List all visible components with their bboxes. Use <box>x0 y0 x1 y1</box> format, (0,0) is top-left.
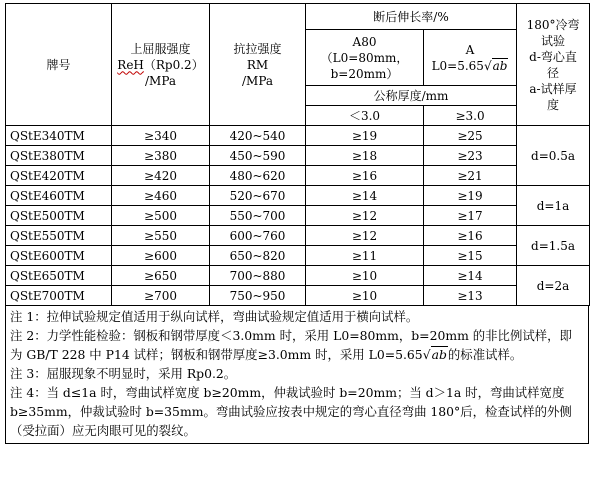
document <box>5 3 589 444</box>
reh-cell: ≥340 <box>112 126 210 146</box>
a80-cell: ≥19 <box>306 126 424 146</box>
header-a80 <box>306 30 424 86</box>
header-thickness: 公称厚度/mm <box>306 86 517 106</box>
a80-cell: ≥14 <box>306 186 424 206</box>
header-elongation: 断后伸长率/% <box>306 4 517 30</box>
bend-line4: 径 <box>547 65 560 80</box>
a-cell: ≥19 <box>424 186 517 206</box>
a80-cell: ≥10 <box>306 286 424 306</box>
note-4: 注 4：当 d≤1a 时，弯曲试样宽度 b≥20mm，仲裁试验时 b=20mm；当 d＞1a 时，弯曲试样宽度 b≥35mm，仲裁试验时 b=35mm。弯曲试验应按表中规定的弯心直径弯曲 180°后，检查试样的外侧（受拉面）应无肉眼可见的裂纹。 <box>10 385 572 438</box>
note-2-text: 注 2：力学性能检验：钢板和钢带厚度＜3.0mm 时，采用 L0=80mm，b=20mm 的非比例试样，即为 GB/T 228 中 P14 试样；钢板和钢带厚度≥3.0mm 时，采用 L0=5.65 <box>10 328 572 362</box>
reh-cell: ≥380 <box>112 146 210 166</box>
grade-cell: QStE650TM <box>6 266 112 286</box>
reh-cell: ≥700 <box>112 286 210 306</box>
a80-cell: ≥12 <box>306 226 424 246</box>
bend-cell: d=1a <box>517 186 590 226</box>
a-cell: ≥21 <box>424 166 517 186</box>
header-bend-test <box>517 4 590 126</box>
a80-cell: ≥18 <box>306 146 424 166</box>
bend-line2: 试验 <box>541 33 566 48</box>
rm-cell: 520~670 <box>210 186 306 206</box>
a80-cell: ≥11 <box>306 246 424 266</box>
rm-cell: 700~880 <box>210 266 306 286</box>
radical-sign-icon: √ <box>422 347 431 362</box>
a-formula-prefix: L0=5.65 <box>431 58 484 73</box>
reh-cell: ≥460 <box>112 186 210 206</box>
note-3: 注 3：屈服现象不明显时，采用 Rp0.2。 <box>10 366 237 381</box>
notes-block <box>5 306 589 444</box>
grade-cell: QStE420TM <box>6 166 112 186</box>
a-cell: ≥15 <box>424 246 517 266</box>
a80-line1: A80 <box>352 34 377 49</box>
yield-reh: ReH <box>117 57 144 72</box>
bend-line1: 180°冷弯 <box>526 17 580 32</box>
header-thickness-ge: ≥3.0 <box>424 106 517 126</box>
a-line1: A <box>465 42 475 57</box>
reh-cell: ≥420 <box>112 166 210 186</box>
a80-line3: b=20mm） <box>330 66 399 81</box>
rm-cell: 420~540 <box>210 126 306 146</box>
grade-cell: QStE380TM <box>6 146 112 166</box>
rm-cell: 750~950 <box>210 286 306 306</box>
grade-cell: QStE340TM <box>6 126 112 146</box>
a-cell: ≥14 <box>424 266 517 286</box>
tensile-line1: 抗拉强度 <box>233 41 282 56</box>
yield-unit: /MPa <box>144 73 177 88</box>
rm-cell: 550~700 <box>210 206 306 226</box>
bend-line6: 度 <box>547 97 560 112</box>
a80-line2: （L0=80mm， <box>320 50 409 65</box>
yield-line2 <box>112 57 209 73</box>
note-2-radicand: ab <box>431 347 447 362</box>
bend-line3: d-弯心直 <box>529 49 577 64</box>
properties-table <box>5 3 590 306</box>
a-cell: ≥23 <box>424 146 517 166</box>
rm-cell: 600~760 <box>210 226 306 246</box>
rm-cell: 480~620 <box>210 166 306 186</box>
a-cell: ≥16 <box>424 226 517 246</box>
bend-cell: d=1.5a <box>517 226 590 266</box>
reh-cell: ≥500 <box>112 206 210 226</box>
header-grade: 牌号 <box>6 4 112 126</box>
a80-cell: ≥12 <box>306 206 424 226</box>
note-1: 注 1：拉伸试验规定值适用于纵向试样，弯曲试验规定值适用于横向试样。 <box>10 309 419 324</box>
grade-cell: QStE600TM <box>6 246 112 266</box>
header-yield-strength <box>112 4 210 126</box>
header-a <box>424 30 517 86</box>
note-2 <box>10 326 584 364</box>
a80-cell: ≥16 <box>306 166 424 186</box>
grade-cell: QStE460TM <box>6 186 112 206</box>
a-cell: ≥25 <box>424 126 517 146</box>
tensile-unit: /MPa <box>241 73 274 88</box>
radical-sign-icon: √ <box>483 58 492 73</box>
rm-cell: 450~590 <box>210 146 306 166</box>
reh-cell: ≥550 <box>112 226 210 246</box>
grade-cell: QStE500TM <box>6 206 112 226</box>
bend-cell: d=2a <box>517 266 590 306</box>
header-thickness-lt: ＜3.0 <box>306 106 424 126</box>
tensile-rm: RM <box>246 57 269 72</box>
grade-cell: QStE550TM <box>6 226 112 246</box>
header-tensile-strength <box>210 4 306 126</box>
reh-cell: ≥650 <box>112 266 210 286</box>
reh-cell: ≥600 <box>112 246 210 266</box>
note-2-suffix: 的标准试样。 <box>447 347 523 362</box>
a-formula-radicand: ab <box>492 58 508 73</box>
a80-cell: ≥10 <box>306 266 424 286</box>
yield-line1: 上屈服强度 <box>130 41 191 56</box>
bend-line5: a-试样厚 <box>529 81 577 96</box>
a-formula <box>424 58 516 74</box>
grade-cell: QStE700TM <box>6 286 112 306</box>
a-cell: ≥17 <box>424 206 517 226</box>
bend-cell: d=0.5a <box>517 126 590 186</box>
a-cell: ≥13 <box>424 286 517 306</box>
yield-rp: （Rp0.2） <box>143 57 204 72</box>
rm-cell: 650~820 <box>210 246 306 266</box>
